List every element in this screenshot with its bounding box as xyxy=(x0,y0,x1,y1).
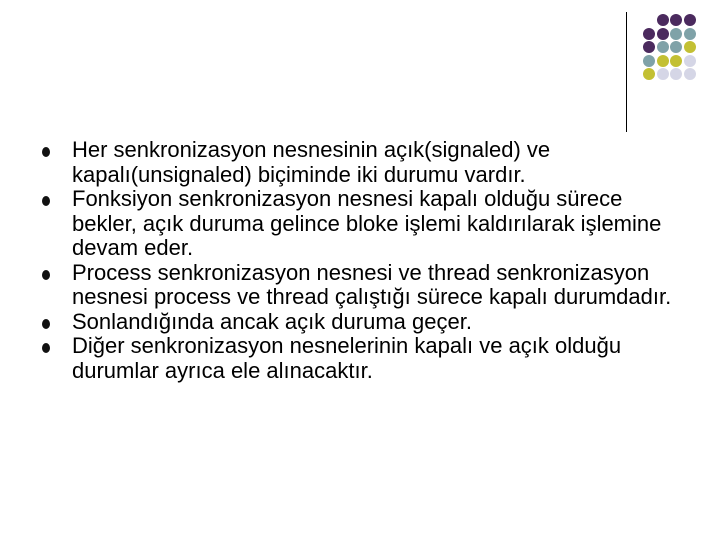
decorative-dot xyxy=(684,68,696,80)
decorative-dot xyxy=(684,41,696,53)
decorative-dot xyxy=(643,28,655,40)
decorative-dot xyxy=(657,28,669,40)
bullet-item xyxy=(42,310,682,335)
decorative-dot xyxy=(657,41,669,53)
decorative-dot xyxy=(670,68,682,80)
decorative-dot xyxy=(643,55,655,67)
bullet-text: Sonlandığında ancak açık duruma geçer. xyxy=(72,308,472,334)
bullet-list xyxy=(42,138,682,383)
decorative-dot xyxy=(670,28,682,40)
bullet-item xyxy=(42,261,682,310)
decorative-dot xyxy=(643,68,655,80)
bullet-text: Diğer senkronizasyon nesnelerinin kapalı ve açık olduğu durumlar ayrıca ele alınacaktır. xyxy=(72,333,622,383)
decorative-dot xyxy=(657,14,669,26)
bullet-dot-icon xyxy=(42,319,50,329)
bullet-item xyxy=(42,187,682,261)
decorative-dot xyxy=(657,55,669,67)
bullet-dot-icon xyxy=(42,343,50,353)
decorative-dot xyxy=(643,41,655,53)
bullet-item xyxy=(42,138,682,187)
bullet-dot-icon xyxy=(42,196,50,206)
decorative-dot xyxy=(670,41,682,53)
decorative-dot xyxy=(684,14,696,26)
decorative-dot xyxy=(684,55,696,67)
bullet-dot-icon xyxy=(42,270,50,280)
bullet-dot-icon xyxy=(42,147,50,157)
decorative-dot xyxy=(670,14,682,26)
bullet-item xyxy=(42,334,682,383)
bullet-text: Process senkronizasyon nesnesi ve thread senkronizasyon nesnesi process ve thread çalıştığı sürece kapalı durumdadır. xyxy=(72,259,672,309)
decorative-dot xyxy=(670,55,682,67)
divider-line xyxy=(626,12,627,132)
bullet-text: Her senkronizasyon nesnesinin açık(signaled) ve kapalı(unsignaled) biçiminde iki durumu vardır. xyxy=(72,137,551,187)
decorative-dot xyxy=(684,28,696,40)
decorative-dot xyxy=(657,68,669,80)
bullet-text: Fonksiyon senkronizasyon nesnesi kapalı olduğu sürece bekler, açık duruma gelince bloke işlemi kaldırılarak işlemine devam eder. xyxy=(72,186,662,260)
